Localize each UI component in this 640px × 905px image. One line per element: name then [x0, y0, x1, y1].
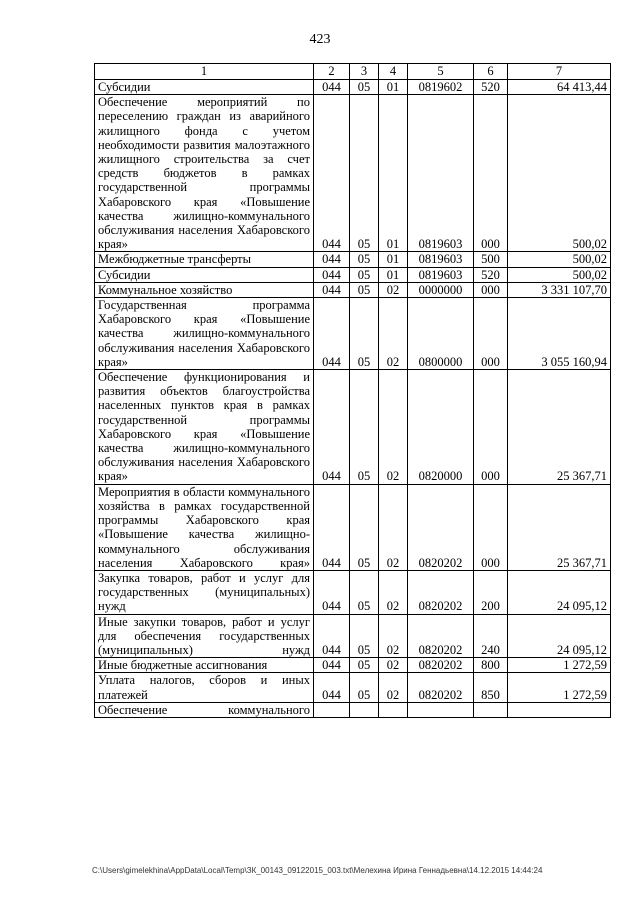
- column-header: 3: [350, 64, 379, 80]
- row-subsection-cell: 02: [379, 614, 408, 658]
- row-amount-cell: 24 095,12: [508, 614, 611, 658]
- row-name-cell: Субсидии: [95, 80, 314, 95]
- page-number: 423: [309, 32, 331, 47]
- row-amount-cell: 1 272,59: [508, 658, 611, 673]
- row-name-cell: Субсидии: [95, 267, 314, 282]
- row-name-cell: Обеспечение мероприятий по переселению граждан из аварийного жилищного фонда с учетом необходимости развития малоэтажного жилищного строительства за счет средств бюджетов в рамках государственной программы Хабаровского края «Повышение качества жилищно-коммунального обслуживания населения Хабаровского края»: [95, 95, 314, 252]
- row-section-cell: 05: [350, 95, 379, 252]
- row-subsection-cell: 02: [379, 673, 408, 702]
- row-code-cell: 044: [314, 267, 350, 282]
- row-subsection-cell: [379, 702, 408, 717]
- table-row: [95, 484, 611, 570]
- row-subsection-cell: 02: [379, 570, 408, 614]
- table-row: [95, 370, 611, 485]
- table-row: [95, 298, 611, 370]
- row-target-cell: 0820202: [408, 658, 474, 673]
- row-amount-cell: 25 367,71: [508, 484, 611, 570]
- row-target-cell: 0820202: [408, 673, 474, 702]
- row-amount-cell: 25 367,71: [508, 370, 611, 485]
- row-section-cell: 05: [350, 282, 379, 297]
- row-target-cell: 0819603: [408, 95, 474, 252]
- row-subsection-cell: 01: [379, 267, 408, 282]
- row-type-cell: 000: [474, 370, 508, 485]
- row-type-cell: [474, 702, 508, 717]
- row-code-cell: 044: [314, 570, 350, 614]
- row-target-cell: 0819602: [408, 80, 474, 95]
- row-type-cell: 800: [474, 658, 508, 673]
- row-amount-cell: 24 095,12: [508, 570, 611, 614]
- row-section-cell: 05: [350, 570, 379, 614]
- row-name-cell: Коммунальное хозяйство: [95, 282, 314, 297]
- row-name-cell: Государственная программа Хабаровского края «Повышение качества жилищно-коммунального обслуживания населения Хабаровского края»: [95, 298, 314, 370]
- row-code-cell: 044: [314, 252, 350, 267]
- column-header: 4: [379, 64, 408, 80]
- row-section-cell: 05: [350, 252, 379, 267]
- row-code-cell: [314, 702, 350, 717]
- row-target-cell: 0820202: [408, 484, 474, 570]
- row-type-cell: 000: [474, 484, 508, 570]
- row-section-cell: 05: [350, 484, 379, 570]
- row-subsection-cell: 02: [379, 484, 408, 570]
- row-amount-cell: 3 055 160,94: [508, 298, 611, 370]
- row-name-cell: Иные бюджетные ассигнования: [95, 658, 314, 673]
- table-row: [95, 252, 611, 267]
- table-row: [95, 95, 611, 252]
- row-code-cell: 044: [314, 298, 350, 370]
- row-subsection-cell: 02: [379, 282, 408, 297]
- row-type-cell: 000: [474, 298, 508, 370]
- table-header-row: [95, 64, 611, 80]
- row-code-cell: 044: [314, 282, 350, 297]
- row-amount-cell: 1 272,59: [508, 673, 611, 702]
- row-code-cell: 044: [314, 370, 350, 485]
- row-amount-cell: 500,02: [508, 267, 611, 282]
- row-target-cell: 0819603: [408, 252, 474, 267]
- row-type-cell: 520: [474, 80, 508, 95]
- row-target-cell: 0820000: [408, 370, 474, 485]
- row-subsection-cell: 02: [379, 298, 408, 370]
- row-type-cell: 200: [474, 570, 508, 614]
- row-target-cell: [408, 702, 474, 717]
- row-section-cell: 05: [350, 267, 379, 282]
- row-type-cell: 000: [474, 282, 508, 297]
- row-target-cell: 0820202: [408, 570, 474, 614]
- column-header: 1: [95, 64, 314, 80]
- row-name-cell: Уплата налогов, сборов и иных платежей: [95, 673, 314, 702]
- row-name-cell: Иные закупки товаров, работ и услуг для обеспечения государственных (муниципальных) нужд: [95, 614, 314, 658]
- row-section-cell: 05: [350, 673, 379, 702]
- row-section-cell: 05: [350, 80, 379, 95]
- row-subsection-cell: 01: [379, 252, 408, 267]
- column-header: 2: [314, 64, 350, 80]
- row-amount-cell: 3 331 107,70: [508, 282, 611, 297]
- table-row: [95, 570, 611, 614]
- row-code-cell: 044: [314, 614, 350, 658]
- row-type-cell: 000: [474, 95, 508, 252]
- row-code-cell: 044: [314, 673, 350, 702]
- row-subsection-cell: 01: [379, 95, 408, 252]
- row-section-cell: [350, 702, 379, 717]
- row-type-cell: 500: [474, 252, 508, 267]
- row-name-cell: Мероприятия в области коммунального хозяйства в рамках государственной программы Хабаровского края «Повышение качества жилищно-коммунального обслуживания населения Хабаровского края»: [95, 484, 314, 570]
- row-name-cell: Межбюджетные трансферты: [95, 252, 314, 267]
- row-code-cell: 044: [314, 95, 350, 252]
- row-amount-cell: [508, 702, 611, 717]
- row-subsection-cell: 02: [379, 658, 408, 673]
- row-subsection-cell: 02: [379, 370, 408, 485]
- row-subsection-cell: 01: [379, 80, 408, 95]
- row-name-cell: Обеспечение коммунального: [95, 702, 314, 717]
- table-row: [95, 702, 611, 717]
- file-path-footer: C:\Users\gimelekhina\AppData\Local\Temp\ЗК_00143_09122015_003.txt\Мелехина Ирина Геннадьевна\14.12.2015 14:44:24: [92, 866, 543, 875]
- row-amount-cell: 500,02: [508, 252, 611, 267]
- row-target-cell: 0000000: [408, 282, 474, 297]
- row-section-cell: 05: [350, 614, 379, 658]
- table-row: [95, 658, 611, 673]
- row-amount-cell: 64 413,44: [508, 80, 611, 95]
- row-amount-cell: 500,02: [508, 95, 611, 252]
- row-target-cell: 0800000: [408, 298, 474, 370]
- row-section-cell: 05: [350, 298, 379, 370]
- row-type-cell: 240: [474, 614, 508, 658]
- row-name-cell: Закупка товаров, работ и услуг для государственных (муниципальных) нужд: [95, 570, 314, 614]
- budget-table: [94, 63, 611, 718]
- row-section-cell: 05: [350, 658, 379, 673]
- row-section-cell: 05: [350, 370, 379, 485]
- row-type-cell: 520: [474, 267, 508, 282]
- table-row: [95, 80, 611, 95]
- row-name-cell: Обеспечение функционирования и развития объектов благоустройства населенных пунктов края в рамках государственной программы Хабаровского края «Повышение качества жилищно-коммунального обслуживания населения Хабаровского края»: [95, 370, 314, 485]
- row-target-cell: 0819603: [408, 267, 474, 282]
- table-row: [95, 614, 611, 658]
- row-code-cell: 044: [314, 658, 350, 673]
- table-row: [95, 267, 611, 282]
- table-row: [95, 282, 611, 297]
- column-header: 7: [508, 64, 611, 80]
- row-code-cell: 044: [314, 80, 350, 95]
- row-code-cell: 044: [314, 484, 350, 570]
- row-type-cell: 850: [474, 673, 508, 702]
- row-target-cell: 0820202: [408, 614, 474, 658]
- table-row: [95, 673, 611, 702]
- column-header: 6: [474, 64, 508, 80]
- column-header: 5: [408, 64, 474, 80]
